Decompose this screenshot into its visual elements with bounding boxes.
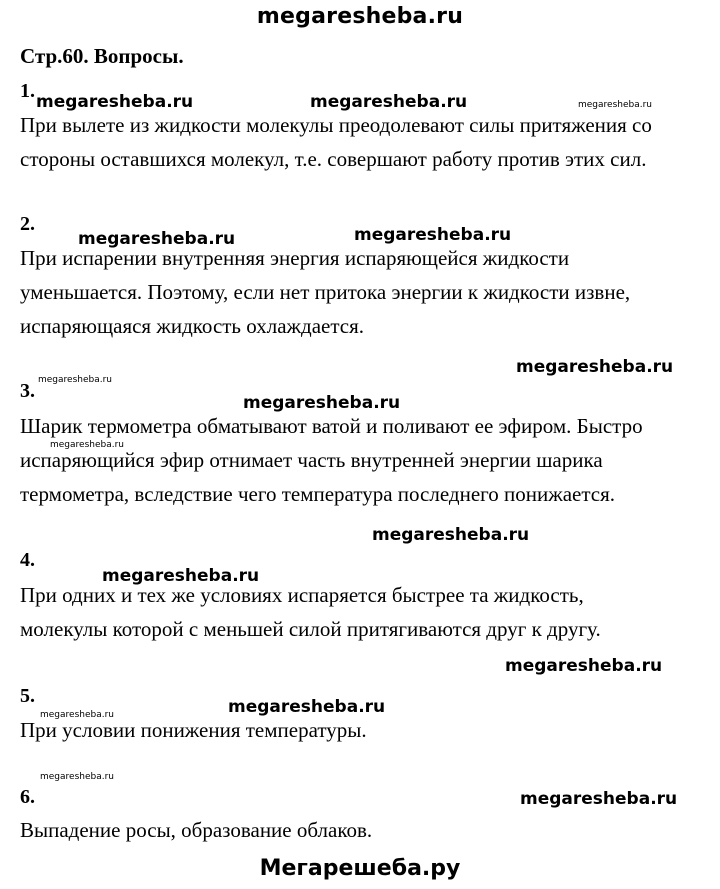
watermark: megaresheba.ru [516,357,674,377]
answer-line: молекулы которой с меньшей силой притягиваются друг к другу. [20,617,601,641]
watermark: megaresheba.ru [310,92,468,112]
answer-line: При вылете из жидкости молекулы преодолевают силы притяжения со [20,113,652,137]
watermark: megaresheba.ru [520,789,678,809]
question-3-number: 3. [20,380,35,402]
watermark: megaresheba.ru [372,525,530,545]
watermark: megaresheba.ru [78,229,236,249]
watermark: megaresheba.ru [36,92,194,112]
watermark: megaresheba.ru [228,697,386,717]
watermark: megaresheba.ru [354,225,512,245]
question-5-number: 5. [20,685,35,707]
question-4-answer [20,578,710,646]
answer-line: стороны оставшихся молекул, т.е. совершают работу против этих сил. [20,147,647,171]
site-header: megaresheba.ru [256,4,464,29]
watermark: megaresheba.ru [578,100,652,110]
answer-line: При одних и тех же условиях испаряется быстрее та жидкость, [20,583,584,607]
answer-line: Шарик термометра обматывают ватой и поливают ее эфиром. Быстро [20,414,643,438]
page-heading: Стр.60. Вопросы. [20,44,184,68]
question-1-answer [20,108,710,176]
answer-line: При испарении внутренняя энергия испаряющейся жидкости [20,246,570,270]
question-5-answer [20,713,710,747]
watermark: megaresheba.ru [38,375,112,385]
watermark: megaresheba.ru [40,772,114,782]
watermark: megaresheba.ru [40,710,114,720]
watermark: megaresheba.ru [102,566,260,586]
question-6-number: 6. [20,786,35,808]
answer-line: При условии понижения температуры. [20,718,367,742]
answer-line: испаряющийся эфир отнимает часть внутренней энергии шарика [20,448,603,472]
question-4-number: 4. [20,549,35,571]
watermark: megaresheba.ru [505,656,663,676]
question-1-number: 1. [20,80,35,102]
answer-line: Выпадение росы, образование облаков. [20,818,373,842]
question-2-number: 2. [20,213,35,235]
answer-line: испаряющаяся жидкость охлаждается. [20,314,365,338]
site-footer: Мегарешеба.ру [259,856,461,881]
question-6-answer [20,813,710,847]
question-3-answer [20,409,710,511]
question-2-answer [20,241,710,343]
watermark: megaresheba.ru [50,440,124,450]
answer-line: уменьшается. Поэтому, если нет притока энергии к жидкости извне, [20,280,631,304]
watermark: megaresheba.ru [243,393,401,413]
answer-line: термометра, вследствие чего температура последнего понижается. [20,482,616,506]
